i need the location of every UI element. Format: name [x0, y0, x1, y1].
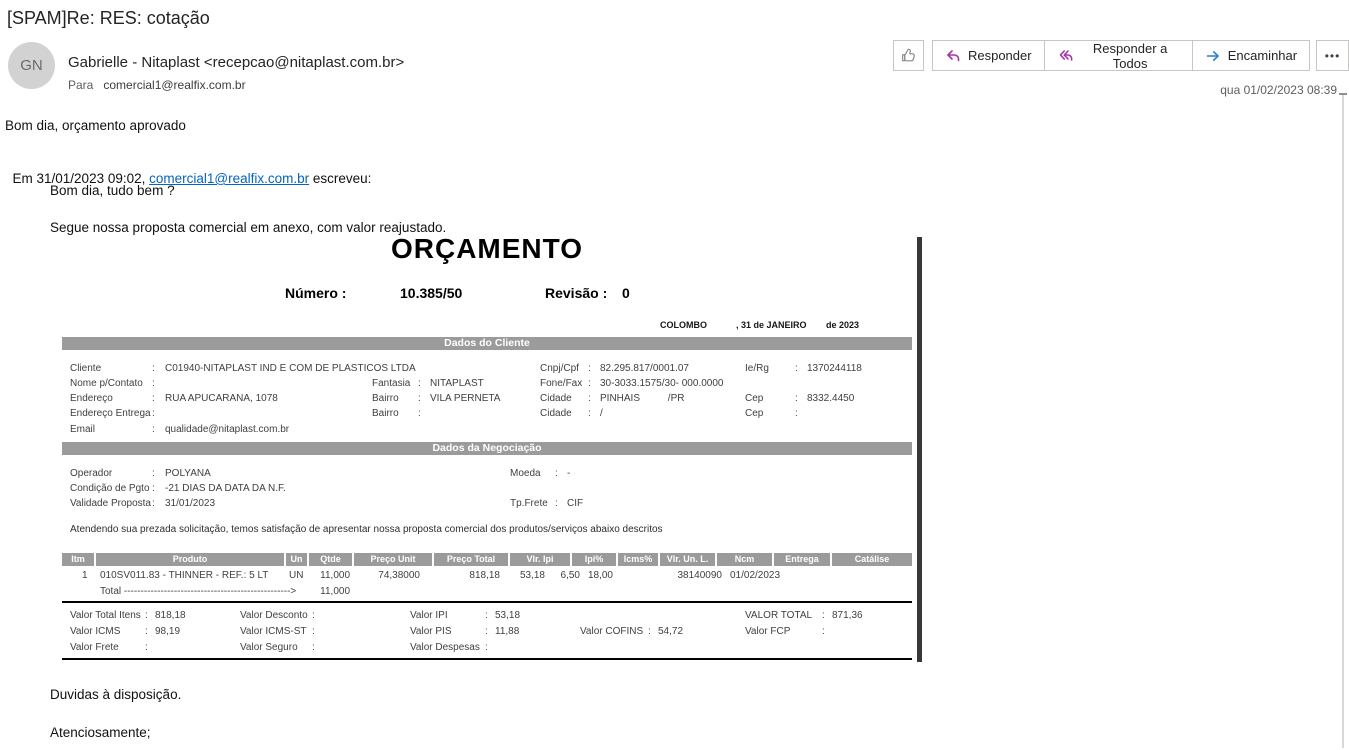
- valor-pis-label: Valor PIS: [410, 626, 452, 637]
- scrollbar-top-tick: [1339, 93, 1347, 95]
- fantasia-value: NITAPLAST: [430, 378, 484, 389]
- fone-value: 30-3033.1575/30- 000.0000: [600, 378, 724, 389]
- cell-ipi-pct: 6,50: [560, 570, 580, 581]
- fone-label: Fone/Fax: [540, 378, 583, 389]
- operador-label: Operador: [70, 468, 113, 479]
- valor-frete-label: Valor Frete: [70, 642, 119, 653]
- reply-button[interactable]: [932, 40, 1045, 71]
- document-city: COLOMBO: [660, 320, 707, 330]
- col-entrega: Entrega: [774, 553, 832, 566]
- document-right-border: [917, 237, 922, 662]
- valor-icms-label: Valor ICMS: [70, 626, 121, 637]
- reply-button-group: [932, 40, 1310, 71]
- numero-value: 10.385/50: [400, 285, 463, 301]
- quotation-document-image: [62, 233, 912, 662]
- reply-all-button[interactable]: [1044, 40, 1193, 71]
- valor-total-label: VALOR TOTAL: [745, 610, 813, 621]
- ellipsis-icon: •••: [1324, 48, 1341, 63]
- colon: :: [588, 378, 591, 389]
- col-icms-pct: Icms%: [618, 553, 660, 566]
- cliente-value: C01940-NITAPLAST IND E COM DE PLASTICOS LTDA: [165, 363, 416, 374]
- revisao-label: Revisão :: [545, 285, 608, 301]
- col-ncm: Ncm: [717, 553, 774, 566]
- colon: :: [152, 498, 155, 509]
- colon: :: [555, 468, 558, 479]
- colon: :: [152, 483, 155, 494]
- colon: :: [485, 626, 488, 637]
- email-value: qualidade@nitaplast.com.br: [165, 424, 290, 435]
- quoted-line-2: Segue nossa proposta comercial em anexo, com valor reajustado.: [50, 220, 447, 235]
- colon: :: [145, 626, 148, 637]
- document-title: ORÇAMENTO: [390, 233, 584, 264]
- cidade2-value: /: [600, 408, 603, 419]
- colon: :: [648, 626, 651, 637]
- colon: :: [822, 626, 825, 637]
- valor-seguro-label: Valor Seguro: [240, 642, 298, 653]
- forward-label: Encaminhar: [1227, 48, 1298, 63]
- colon: :: [152, 424, 155, 435]
- colon: :: [795, 393, 798, 404]
- colon: :: [418, 378, 421, 389]
- to-label: Para: [68, 78, 94, 92]
- cell-produto: 010SV011.83 - THINNER - REF.: 5 LT: [100, 570, 269, 581]
- col-vlr-un-l: Vlr. Un. L.: [660, 553, 717, 566]
- scrollbar[interactable]: [1342, 93, 1344, 748]
- colon: :: [822, 610, 825, 621]
- colon: :: [152, 468, 155, 479]
- cnpj-label: Cnpj/Cpf: [540, 363, 579, 374]
- more-actions-button[interactable]: [1316, 40, 1349, 71]
- recipient-address[interactable]: comercial1@realfix.com.br: [103, 78, 246, 92]
- bairro-value: VILA PERNETA: [430, 393, 501, 404]
- cell-qtde: 11,000: [320, 570, 350, 581]
- bairro2-label: Bairro: [372, 408, 399, 419]
- cell-ncm: 38140090: [677, 570, 722, 581]
- email-label: Email: [70, 424, 96, 435]
- intro-line: Atendendo sua prezada solicitação, temos satisfação de apresentar nossa proposta comercial dos produtos/serviços abaixo descritos: [70, 524, 663, 535]
- sender-name[interactable]: Gabrielle - Nitaplast <recepcao@nitaplast.com.br>: [68, 54, 405, 71]
- cep-value: 8332.4450: [807, 393, 855, 404]
- valor-ipi-label: Valor IPI: [410, 610, 448, 621]
- reply-icon: [945, 48, 961, 64]
- cell-icms-pct: 18,00: [587, 570, 613, 581]
- valor-ipi-value: 53,18: [495, 610, 521, 621]
- bairro-label: Bairro: [372, 393, 399, 404]
- section-client-header: Dados do Cliente: [62, 337, 912, 350]
- forward-button[interactable]: [1192, 40, 1310, 71]
- items-table-header: [62, 553, 912, 566]
- colon: :: [312, 642, 315, 653]
- colon: :: [418, 393, 421, 404]
- divider: [62, 658, 912, 660]
- cliente-label: Cliente: [70, 363, 102, 374]
- valor-icms-value: 98,19: [155, 626, 181, 637]
- email-actions-toolbar: [893, 40, 1349, 71]
- valor-total-itens-label: Valor Total Itens: [70, 610, 141, 621]
- section-negotiation-header: Dados da Negociação: [62, 442, 912, 455]
- email-subject: [SPAM]Re: RES: cotação: [7, 8, 210, 28]
- col-qtde: Qtde: [309, 553, 354, 566]
- reply-all-icon: [1057, 48, 1074, 64]
- divider: [62, 601, 912, 603]
- cidade-label: Cidade: [540, 393, 572, 404]
- cell-vlr-ipi: 53,18: [519, 570, 545, 581]
- cep2-label: Cep: [745, 408, 764, 419]
- colon: :: [555, 498, 558, 509]
- valor-pis-value: 11,88: [495, 626, 520, 637]
- operador-value: POLYANA: [165, 468, 211, 479]
- moeda-value: -: [567, 468, 571, 479]
- reply-label: Responder: [967, 48, 1032, 63]
- recipient-row: [68, 78, 246, 92]
- tp-frete-value: CIF: [567, 498, 584, 509]
- validade-value: 31/01/2023: [165, 498, 216, 509]
- colon: :: [588, 408, 591, 419]
- fantasia-label: Fantasia: [372, 378, 411, 389]
- cidade-value: PINHAIS /PR: [600, 393, 685, 404]
- colon: :: [795, 408, 798, 419]
- col-catalise: Catálise: [854, 554, 890, 564]
- cell-entrega: 01/02/2023: [730, 570, 781, 581]
- col-ipi-pct: Ipi%: [572, 553, 618, 566]
- col-preco-total: Preço Total: [434, 553, 510, 566]
- body-greeting: Bom dia, orçamento aprovado: [5, 118, 186, 133]
- colon: :: [312, 626, 315, 637]
- cell-itm: 1: [82, 570, 88, 581]
- col-preco-unit: Preço Unit: [354, 553, 434, 566]
- colon: :: [588, 363, 591, 374]
- quoted-closing-1: Duvidas à disposição.: [50, 687, 182, 702]
- revisao-value: 0: [622, 285, 630, 301]
- colon: :: [152, 363, 155, 374]
- quote-header-line: [5, 156, 371, 186]
- colon: :: [312, 610, 315, 621]
- valor-cofins-value: 54,72: [658, 626, 684, 637]
- col-produto: Produto: [96, 553, 286, 566]
- total-qty: 11,000: [320, 586, 350, 597]
- ierg-label: Ie/Rg: [745, 363, 769, 374]
- endereco-label: Endereço: [70, 393, 113, 404]
- colon: :: [152, 378, 155, 389]
- colon: :: [485, 642, 488, 653]
- cell-preco-unit: 74,38000: [378, 570, 420, 581]
- table-total-row: [62, 586, 912, 599]
- avatar[interactable]: [8, 42, 55, 89]
- email-timestamp: qua 01/02/2023 08:39: [1220, 83, 1337, 97]
- cidade2-label: Cidade: [540, 408, 572, 419]
- valor-despesas-label: Valor Despesas: [410, 642, 480, 653]
- avatar-initials: GN: [20, 57, 43, 74]
- total-label: Total -------------------------------------------------->: [100, 586, 297, 597]
- quote-header-suffix: escreveu:: [309, 171, 372, 186]
- valor-desconto-label: Valor Desconto: [240, 610, 308, 621]
- condicao-pgto-value: -21 DIAS DA DATA DA N.F.: [165, 483, 286, 494]
- moeda-label: Moeda: [510, 468, 541, 479]
- colon: :: [588, 393, 591, 404]
- valor-icms-st-label: Valor ICMS-ST: [240, 626, 307, 637]
- colon: :: [152, 393, 155, 404]
- ierg-value: 1370244118: [807, 363, 862, 374]
- numero-label: Número :: [285, 285, 347, 301]
- thumbs-up-icon: [900, 47, 917, 64]
- endereco-entrega-label: Endereço Entrega: [70, 408, 151, 419]
- tp-frete-label: Tp.Frete: [510, 498, 548, 509]
- like-button[interactable]: [893, 40, 924, 71]
- quoted-line-1: Bom dia, tudo bem ?: [50, 183, 175, 198]
- document-date: , 31 de JANEIRO: [736, 320, 807, 330]
- condicao-pgto-label: Condição de Pgto: [70, 483, 150, 494]
- valor-total-value: 871,36: [832, 610, 863, 621]
- forward-icon: [1205, 48, 1221, 64]
- col-vlr-ipi: Vlr. Ipi: [510, 553, 572, 566]
- colon: :: [152, 408, 155, 419]
- colon: :: [795, 363, 798, 374]
- cell-un: UN: [289, 570, 304, 581]
- colon: :: [418, 408, 421, 419]
- colon: :: [485, 610, 488, 621]
- document-year: de 2023: [826, 320, 860, 330]
- col-un: Un: [286, 553, 309, 566]
- quote-header-prefix: Em 31/01/2023 09:02,: [12, 171, 150, 186]
- cell-preco-total: 818,18: [469, 570, 500, 581]
- colon: :: [145, 610, 148, 621]
- nome-contato-label: Nome p/Contato: [70, 378, 143, 389]
- col-itm: Itm: [62, 553, 96, 566]
- validade-label: Validade Proposta: [70, 498, 151, 509]
- table-row: [62, 570, 912, 583]
- quoted-closing-2: Atenciosamente;: [50, 725, 151, 740]
- colon: :: [145, 642, 148, 653]
- reply-all-label: Responder a Todos: [1092, 40, 1168, 71]
- cnpj-value: 82.295.817/0001.07: [600, 363, 689, 374]
- cep-label: Cep: [745, 393, 764, 404]
- valor-fcp-label: Valor FCP: [745, 626, 791, 637]
- endereco-value: RUA APUCARANA, 1078: [165, 393, 278, 404]
- valor-total-itens-value: 818,18: [155, 610, 186, 621]
- sender-email-link[interactable]: comercial1@realfix.com.br: [149, 171, 310, 186]
- valor-cofins-label: Valor COFINS: [580, 626, 644, 637]
